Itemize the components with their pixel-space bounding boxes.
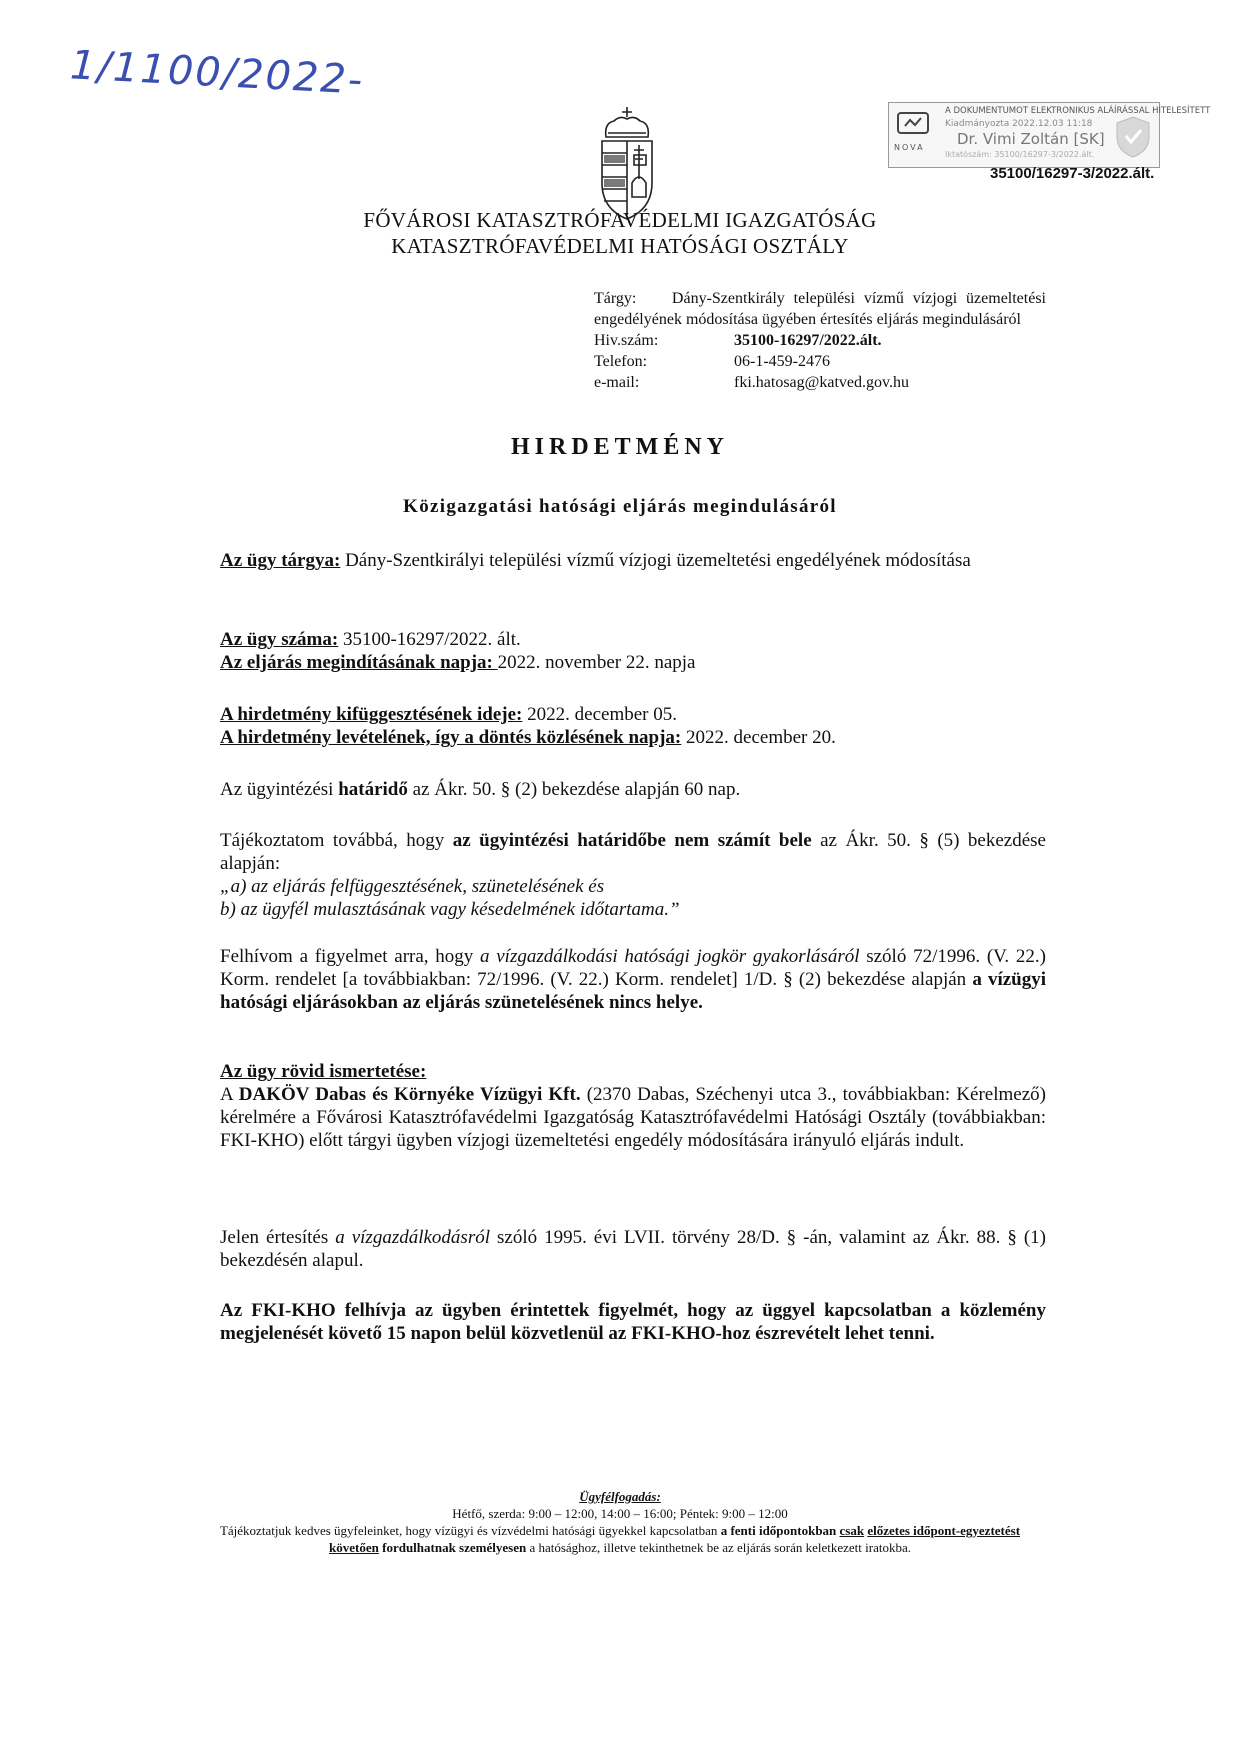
office-hours-footer — [200, 1488, 1040, 1556]
footer-bold-1: a fenti időpontokban — [720, 1523, 840, 1538]
deadline-bold: határidő — [338, 779, 408, 800]
attention-text-1: Felhívom a figyelmet arra, hogy — [220, 946, 481, 967]
attention-paragraph — [220, 945, 1046, 1014]
email-label: e-mail: — [594, 374, 640, 391]
case-number-value: 35100-16297/2022. ált. — [338, 629, 521, 650]
handwritten-note: 1/1100/2022- — [68, 42, 366, 104]
case-start-line — [220, 651, 1046, 674]
footer-underline-1: csak — [839, 1523, 865, 1538]
notice-dates — [220, 703, 1046, 749]
attention-italic: a vízgazdálkodási hatósági jogkör gyakorlásáról — [480, 946, 860, 967]
removal-label: A hirdetmény levételének, így a döntés közlésének napja: — [220, 727, 682, 748]
deadline-paragraph — [220, 778, 1046, 801]
hiv-row — [594, 330, 1046, 351]
basis-text-1: Jelen értesítés — [220, 1227, 336, 1248]
stamp-header: A DOKUMENTUMOT ELEKTRONIKUS ALÁÍRÁSSAL HITELESÍTETT — [945, 106, 1211, 116]
document-signature-icon — [897, 111, 931, 137]
stamp-date: Kiadmányozta 2022.12.03 11:18 — [945, 119, 1093, 129]
email-row — [594, 372, 1046, 393]
case-subject — [220, 549, 1046, 572]
summary-paragraph — [220, 1060, 1046, 1152]
case-subject-text: Dány-Szentkirályi települési vízmű vízjogi üzemeltetési engedélyének módosítása — [340, 550, 971, 571]
phone-row — [594, 351, 1046, 372]
removal-value: 2022. december 20. — [681, 727, 836, 748]
info-quote-a: „a) az eljárás felfüggesztésének, szünetelésének és — [220, 876, 605, 897]
summary-heading: Az ügy rövid ismertetése: — [220, 1061, 427, 1082]
case-start-value: 2022. november 22. napja — [497, 652, 696, 673]
comment-notice: Az FKI-KHO felhívja az ügyben érintettek figyelmét, hogy az üggyel kapcsolatban a közlemény megjelenését követő 15 napon belül közvetlenül az FKI-KHO-hoz észrevételt lehet tenni. — [220, 1300, 1046, 1344]
footer-bold-2: fordulhatnak személyesen — [378, 1540, 527, 1555]
subject-line — [594, 288, 1046, 330]
reference-number: 35100/16297-3/2022.ált. — [990, 165, 1155, 182]
subject-text: Dány-Szentkirály települési vízmű vízjogi üzemeltetési engedélyének módosítása ügyében értesítés eljárás megindulásáról — [594, 290, 1046, 328]
summary-text-1: A — [220, 1084, 239, 1105]
info-paragraph — [220, 829, 1046, 921]
basis-paragraph — [220, 1226, 1046, 1272]
posted-line — [220, 703, 1046, 726]
summary-text-2: (2370 Dabas, Széchenyi utca 3., továbbiakban: Kérelmező) kérelmére a Fővárosi Katasztrófavédelmi Igazgatóság Katasztrófavédelmi Hatósági Osztály (továbbiakban: FKI-KHO) előtt tárgyi ügyben vízjogi üzemeltetési engedély módosítására irányuló eljárás indult. — [220, 1084, 1046, 1151]
electronic-signature-stamp — [888, 102, 1211, 168]
case-dates — [220, 628, 1046, 674]
removal-line — [220, 726, 1046, 749]
hungarian-coat-of-arms-icon — [592, 105, 662, 223]
office-hours-heading: Ügyfélfogadás: — [579, 1489, 661, 1504]
hiv-value: 35100-16297/2022.ált. — [734, 332, 882, 349]
office-hours-note — [200, 1522, 1040, 1556]
document-title: HIRDETMÉNY — [510, 434, 729, 460]
case-subject-label: Az ügy tárgya: — [220, 550, 341, 571]
metadata-block — [594, 288, 1046, 393]
seal-icon — [1113, 115, 1153, 159]
basis-text-2: szóló 1995. évi LVII. törvény 28/D. § -án, valamint az Ákr. 88. § (1) bekezdésén alapul. — [220, 1227, 1047, 1271]
summary-company: DAKÖV Dabas és Környéke Vízügyi Kft. — [238, 1084, 581, 1105]
phone-value: 06-1-459-2476 — [734, 353, 830, 370]
posted-label: A hirdetmény kifüggesztésének ideje: — [220, 704, 523, 725]
subject-label: Tárgy: — [594, 290, 637, 307]
info-quote-b: b) az ügyfél mulasztásának vagy késedelmének időtartama.” — [220, 899, 680, 920]
stamp-brand: NOVA — [894, 143, 925, 152]
footer-text-1: Tájékoztatjuk kedves ügyfeleinket, hogy vízügyi és vízvédelmi hatósági ügyekkel kapcsolatban — [219, 1523, 721, 1538]
hiv-label: Hiv.szám: — [594, 332, 659, 349]
stamp-file-number: Iktatószám: 35100/16297-3/2022.ált. — [945, 150, 1095, 159]
org-name: FŐVÁROSI KATASZTRÓFAVÉDELMI IGAZGATÓSÁG — [363, 208, 877, 232]
posted-value: 2022. december 05. — [522, 704, 677, 725]
office-hours: Hétfő, szerda: 9:00 – 12:00, 14:00 – 16:00; Péntek: 9:00 – 12:00 — [452, 1506, 788, 1521]
footer-underline-2: előzetes időpont-egyeztetést követően — [329, 1523, 1021, 1555]
deadline-text-1: Az ügyintézési — [220, 779, 339, 800]
info-text-2: az Ákr. 50. § (5) bekezdése alapján: — [220, 830, 1046, 874]
case-number-line — [220, 628, 1046, 651]
org-department: KATASZTRÓFAVÉDELMI HATÓSÁGI OSZTÁLY — [391, 234, 849, 258]
footer-text-2: a hatósághoz, illetve tekinthetnek be az eljárás során keletkezett iratokba. — [526, 1540, 911, 1555]
basis-italic: a vízgazdálkodásról — [335, 1227, 491, 1248]
case-start-label: Az eljárás megindításának napja: — [220, 652, 498, 673]
info-bold: az ügyintézési határidőbe nem számít bele — [452, 830, 812, 851]
stamp-signer: Dr. Vimi Zoltán [SK] — [957, 130, 1105, 148]
email-value: fki.hatosag@katved.gov.hu — [734, 374, 909, 391]
info-text-1: Tájékoztatom továbbá, hogy — [220, 830, 453, 851]
attention-text-2: szóló 72/1996. (V. 22.) Korm. rendelet [a továbbiakban: 72/1996. (V. 22.) Korm. rendelet] 1/D. § (2) bekezdése alapján — [220, 946, 1046, 990]
document-subtitle: Közigazgatási hatósági eljárás megindulásáról — [403, 496, 837, 517]
attention-bold: a vízügyi hatósági eljárásokban az eljárás szünetelésének nincs helye. — [220, 969, 1046, 1013]
case-number-label: Az ügy száma: — [220, 629, 339, 650]
phone-label: Telefon: — [594, 353, 648, 370]
deadline-text-2: az Ákr. 50. § (2) bekezdése alapján 60 nap. — [407, 779, 741, 800]
